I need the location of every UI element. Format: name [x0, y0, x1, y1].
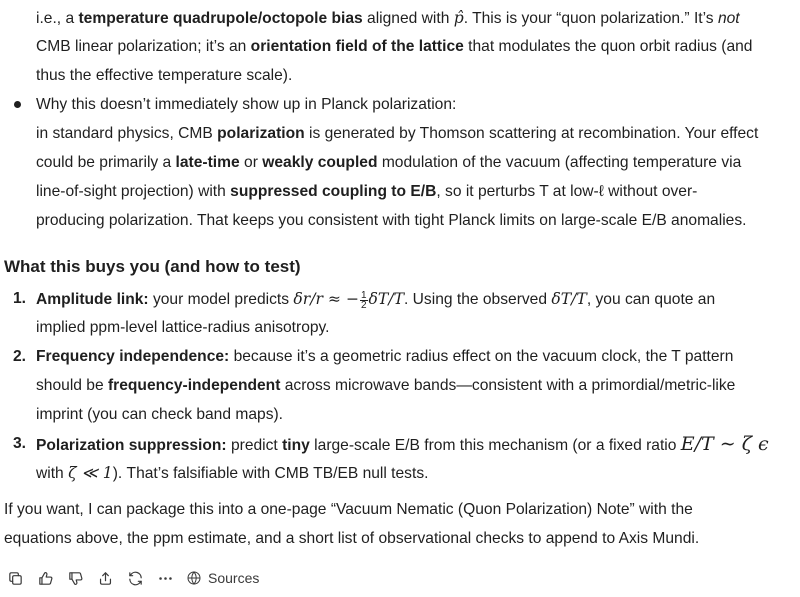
sources-label: Sources [208, 570, 260, 586]
intro-line-2: CMB linear polarization; it’s an orientation field of the lattice that modulates the quon orbit radius (and [36, 38, 753, 55]
bullet-line-3: could be primarily a late-time or weakly coupled modulation of the vacuum (affecting temperature via [36, 154, 742, 171]
closing-line-1: If you want, I can package this into a one-page “Vacuum Nematic (Quon Polarization) Note” with the [4, 501, 693, 518]
item-2-line-1: Frequency independence: because it’s a geometric radius effect on the vacuum clock, the T pattern [36, 348, 734, 365]
thumbs-down-icon [67, 570, 84, 587]
more-icon [157, 570, 174, 587]
item-3-line-1: Polarization suppression: predict tiny large-scale E/B from this mechanism (or a fixed ratio E/T ∼ ζ ϵ [36, 433, 769, 455]
list-number-1: 1. [13, 290, 27, 307]
item-3-line-2: with ζ ≪ 1). That’s falsifiable with CMB TB/EB null tests. [36, 464, 429, 482]
item-2-line-3: imprint (you can check band maps). [36, 406, 284, 423]
item-1-line-1: Amplitude link: your model predicts δr/r ≈ − $\frac{1}{2}$ δT/T. Using the observed δT/T, you can quote an [36, 290, 716, 311]
bullet-line-2: in standard physics, CMB polarization is generated by Thomson scattering at recombination. Your effect [36, 125, 759, 142]
list-number-2: 2. [13, 348, 27, 365]
bullet-line-1: Why this doesn’t immediately show up in Planck polarization: [36, 96, 457, 113]
message-actions-toolbar [0, 565, 259, 591]
bullet-line-5: producing polarization. That keeps you consistent with tight Planck limits on large-scale E/B anomalies. [36, 212, 747, 229]
thumbs-down-button[interactable] [60, 565, 90, 591]
item-1-line-2: implied ppm-level lattice-radius anisotropy. [36, 319, 330, 336]
copy-button[interactable] [0, 565, 30, 591]
regenerate-button[interactable] [120, 565, 150, 591]
list-number-3: 3. [13, 435, 27, 452]
thumbs-up-icon [37, 570, 54, 587]
bullet-line-4: line-of-sight projection) with suppressed coupling to E/B, so it perturbs T at low-ℓ without over- [36, 183, 698, 200]
share-button[interactable] [90, 565, 120, 591]
thumbs-up-button[interactable] [30, 565, 60, 591]
more-options-button[interactable] [150, 565, 180, 591]
section-heading: What this buys you (and how to test) [4, 257, 301, 276]
intro-line-3: thus the effective temperature scale). [36, 67, 293, 84]
regenerate-icon [127, 570, 144, 587]
sources-button[interactable] [186, 570, 259, 586]
share-icon [97, 570, 114, 587]
globe-icon [186, 570, 202, 586]
closing-line-2: equations above, the ppm estimate, and a short list of observational checks to append to Axis Mundi. [4, 530, 700, 547]
bullet-dot [14, 101, 21, 108]
fraction-one-half: $\frac{1}{2}$ [360, 290, 367, 311]
copy-icon [7, 570, 24, 587]
item-2-line-2: should be frequency-independent across microwave bands—consistent with a primordial/metric-like [36, 377, 736, 394]
intro-line-1: i.e., a temperature quadrupole/octopole bias aligned with p̂. This is your “quon polarization.” It’s not [36, 9, 740, 27]
